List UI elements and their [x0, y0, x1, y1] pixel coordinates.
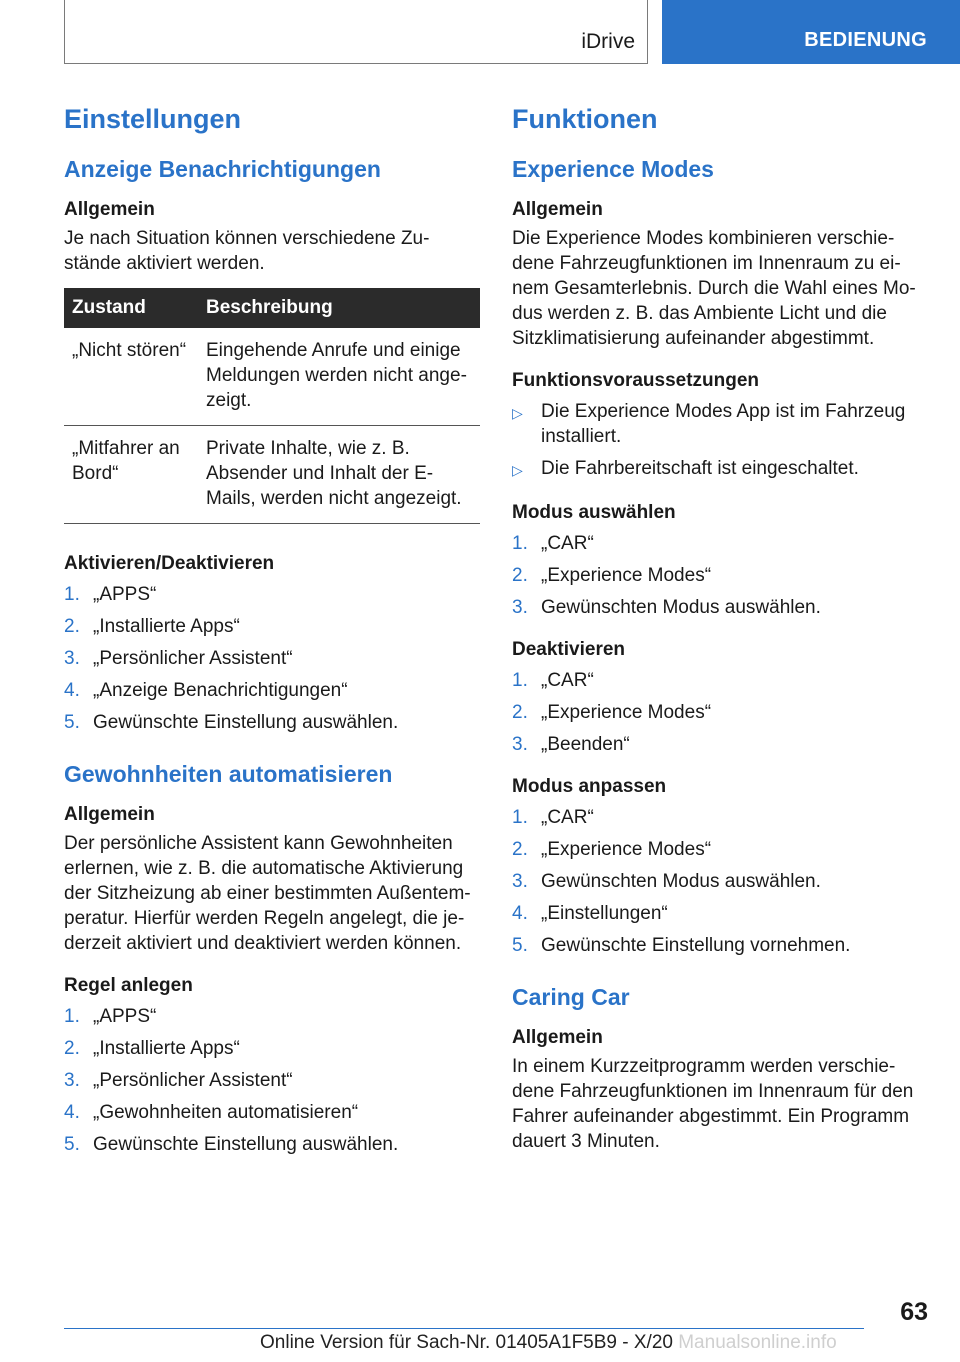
subheading-adjust-mode: Modus anpassen [512, 776, 667, 797]
left-column [64, 100, 480, 1164]
step-number: 2. [512, 839, 528, 860]
list-item [512, 933, 928, 958]
list-item [64, 582, 480, 607]
step-number: 1. [512, 807, 528, 828]
step-number: 2. [64, 616, 80, 637]
header-chapter-tab [662, 0, 960, 64]
step-text: „Experience Modes“ [541, 702, 712, 723]
table-header-cell: Beschreibung [198, 288, 480, 328]
list-item [64, 1004, 480, 1029]
right-chapter-title: Funktionen [512, 104, 658, 134]
left-chapter-title: Einstellungen [64, 104, 242, 134]
triangle-bullet-icon: ▷ [512, 462, 523, 478]
table-row [64, 426, 480, 524]
list-item [512, 456, 928, 483]
list-item [64, 614, 480, 639]
rule-steps-list [64, 1004, 480, 1157]
status-table [64, 288, 480, 524]
step-number: 1. [64, 1006, 80, 1027]
step-number: 2. [512, 702, 528, 723]
header-chapter-label: BEDIENUNG [804, 29, 927, 51]
prerequisites-list [512, 399, 928, 483]
watermark-text: Manualsonline.info [678, 1332, 837, 1353]
step-text: „Installierte Apps“ [93, 616, 240, 637]
step-text: Gewünschte Einstellung auswählen. [93, 1134, 399, 1155]
footer-online-version [260, 1332, 837, 1354]
step-number: 4. [512, 903, 528, 924]
subheading-general: Allgemein [512, 199, 603, 220]
paragraph-experience-general: Die Experience Modes kombinieren verschiedene Fahrzeugfunktionen im Innenraum zu einem Gesamterlebnis. Durch die Wahl eines Modus werden z. B. das Ambiente Licht und die Sitzklimatisierung aufeinander abgestimmt. [512, 228, 916, 349]
step-text: „APPS“ [93, 584, 157, 605]
step-text: Gewünschten Modus auswählen. [541, 871, 821, 892]
list-item [512, 732, 928, 757]
list-item [512, 668, 928, 693]
item-text: Die Fahrbereitschaft ist eingeschaltet. [541, 458, 859, 479]
step-number: 1. [512, 533, 528, 554]
step-text: „Persönlicher Assistent“ [93, 648, 293, 669]
step-number: 5. [512, 935, 528, 956]
list-item [64, 1132, 480, 1157]
activate-steps-list [64, 582, 480, 735]
step-text: „Installierte Apps“ [93, 1038, 240, 1059]
list-item [64, 1100, 480, 1125]
list-item [512, 399, 928, 449]
subheading-general: Allgemein [512, 1027, 603, 1048]
list-item [64, 646, 480, 671]
select-steps-list [512, 531, 928, 620]
subheading-general: Allgemein [64, 199, 155, 220]
table-cell: Eingehende Anrufe und einige Meldungen werden nicht angezeigt. [198, 328, 480, 426]
step-text: „Experience Modes“ [541, 839, 712, 860]
step-text: „Anzeige Benachrichtigungen“ [93, 680, 348, 701]
list-item [64, 710, 480, 735]
paragraph-caring-car-general: In einem Kurzzeitprogramm werden verschiedene Fahrzeugfunktionen im Innenraum für den Fahrer aufeinander abgestimmt. Ein Programm dauert 3 Minuten. [512, 1056, 914, 1152]
table-row [64, 328, 480, 426]
subheading-create-rule: Regel anlegen [64, 975, 193, 996]
table-header-row [64, 288, 480, 328]
step-number: 5. [64, 712, 80, 733]
step-text: „CAR“ [541, 533, 594, 554]
step-text: „CAR“ [541, 807, 594, 828]
deactivate-steps-list [512, 668, 928, 757]
step-number: 3. [512, 597, 528, 618]
paragraph-notifications-general: Je nach Situation können verschiedene Zustände aktiviert werden. [64, 228, 430, 274]
section-heading-notifications: Anzeige Benachrichtigungen [64, 156, 381, 182]
section-heading-caring-car: Caring Car [512, 984, 630, 1010]
step-text: „CAR“ [541, 670, 594, 691]
step-number: 1. [64, 584, 80, 605]
step-text: Gewünschte Einstellung vornehmen. [541, 935, 851, 956]
triangle-bullet-icon: ▷ [512, 405, 523, 421]
list-item [512, 869, 928, 894]
subheading-deactivate: Deaktivieren [512, 639, 626, 660]
step-text: Gewünschten Modus auswählen. [541, 597, 821, 618]
step-number: 3. [512, 734, 528, 755]
step-number: 1. [512, 670, 528, 691]
page-number: 63 [900, 1298, 928, 1326]
table-header-cell: Zustand [64, 288, 198, 328]
table-cell: „Nicht stören“ [64, 328, 198, 426]
step-number: 3. [64, 1070, 80, 1091]
table-cell: Private Inhalte, wie z. B. Absender und Inhalt der E-Mails, werden nicht angezeigt. [198, 426, 480, 524]
adjust-steps-list [512, 805, 928, 958]
list-item [512, 595, 928, 620]
section-heading-experience-modes: Experience Modes [512, 156, 714, 182]
step-number: 4. [64, 680, 80, 701]
step-text: „Experience Modes“ [541, 565, 712, 586]
step-number: 2. [64, 1038, 80, 1059]
header-section-title: iDrive [581, 30, 635, 53]
step-text: „APPS“ [93, 1006, 157, 1027]
step-text: „Gewohnheiten automatisieren“ [93, 1102, 359, 1123]
subheading-select-mode: Modus auswählen [512, 502, 676, 523]
step-text: „Persönlicher Assistent“ [93, 1070, 293, 1091]
step-number: 4. [64, 1102, 80, 1123]
step-number: 5. [64, 1134, 80, 1155]
list-item [512, 805, 928, 830]
subheading-general: Allgemein [64, 804, 155, 825]
header-frame [64, 0, 648, 64]
step-text: „Beenden“ [541, 734, 630, 755]
step-number: 2. [512, 565, 528, 586]
right-column [512, 100, 928, 1154]
step-text: Gewünschte Einstellung auswählen. [93, 712, 399, 733]
list-item [512, 901, 928, 926]
online-version-text: Online Version für Sach-Nr. 01405A1F5B9 - X/20 [260, 1332, 673, 1353]
list-item [512, 563, 928, 588]
step-number: 3. [512, 871, 528, 892]
step-text: „Einstellungen“ [541, 903, 668, 924]
step-number: 3. [64, 648, 80, 669]
paragraph-habits-general: Der persönliche Assistent kann Gewohnheiten erlernen, wie z. B. die automatische Aktivierung der Sitzheizung ab einer bestimmten Außentemperatur. Hierfür werden Regeln angelegt, die jederzeit aktiviert und deaktiviert werden können. [64, 833, 471, 954]
list-item [64, 678, 480, 703]
section-heading-habits: Gewohnheiten automatisieren [64, 761, 393, 787]
subheading-prerequisites: Funktionsvoraussetzungen [512, 370, 760, 391]
list-item [64, 1036, 480, 1061]
table-cell: „Mitfahrer an Bord“ [64, 426, 198, 524]
list-item [512, 837, 928, 862]
footer-divider [64, 1328, 864, 1329]
list-item [512, 531, 928, 556]
list-item [64, 1068, 480, 1093]
item-text: Die Experience Modes App ist im Fahrzeug installiert. [541, 401, 906, 447]
list-item [512, 700, 928, 725]
subheading-activate: Aktivieren/Deaktivieren [64, 553, 275, 574]
